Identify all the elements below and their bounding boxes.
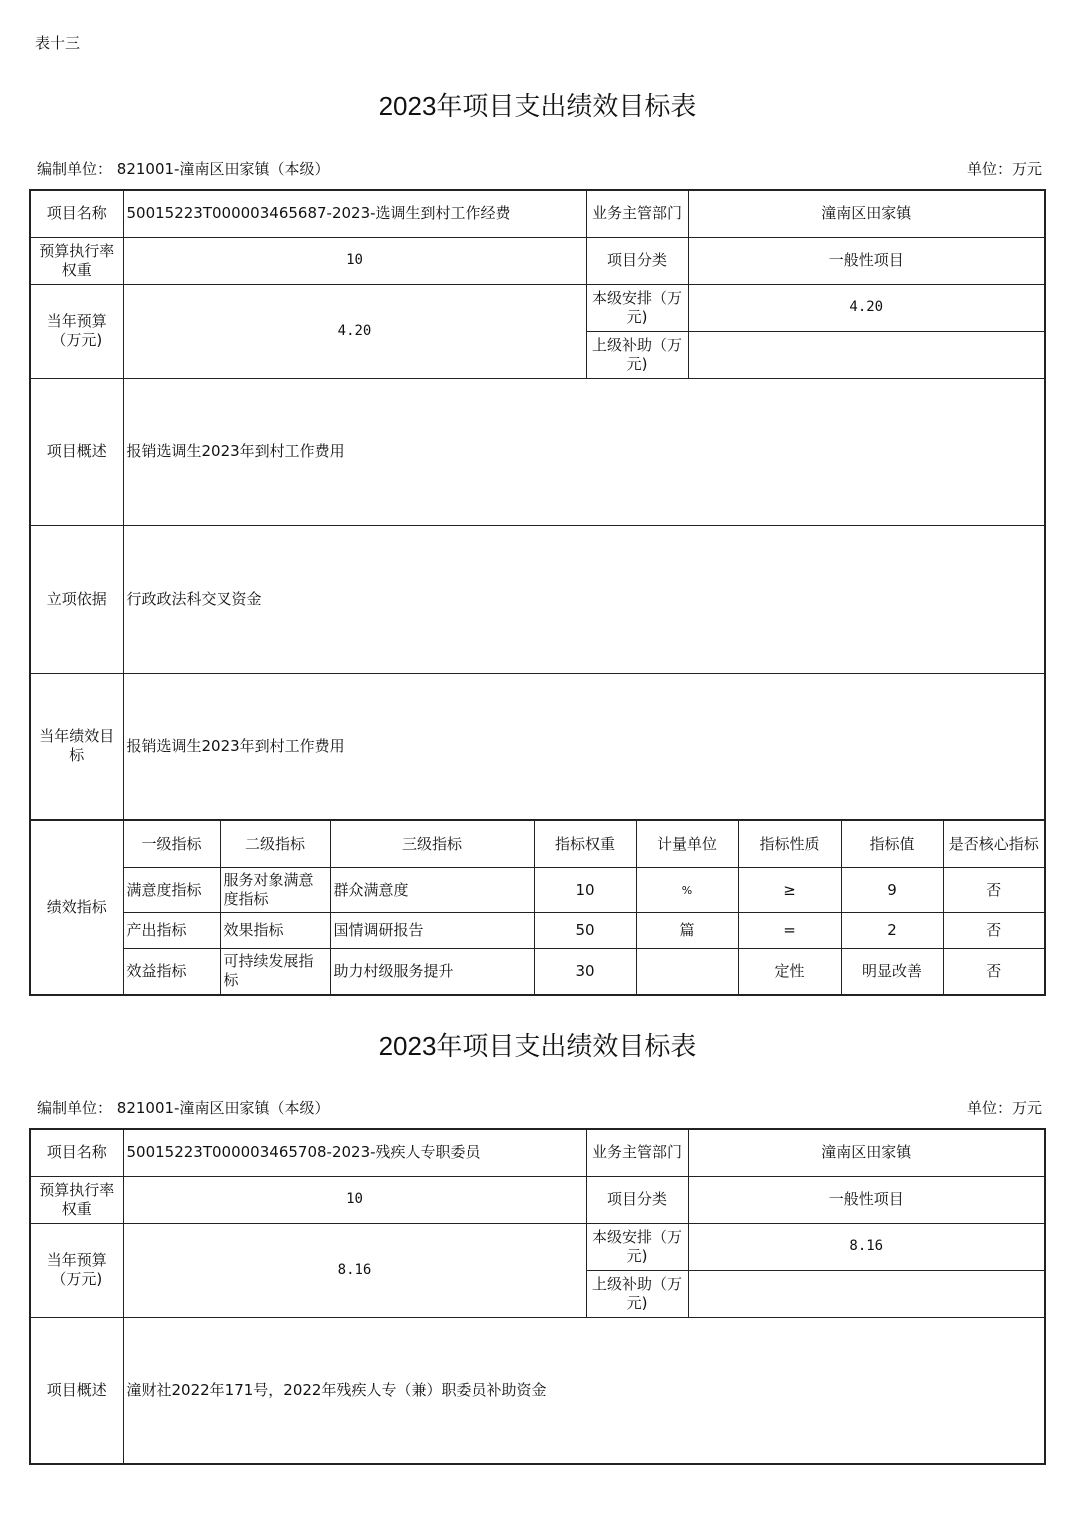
basis: 行政政法科交叉资金 xyxy=(123,525,1045,673)
table-title: 2023年项目支出绩效目标表 xyxy=(378,1031,697,1061)
dept: 潼南区田家镇 xyxy=(688,1129,1045,1176)
cell: 可持续发展指标 xyxy=(220,949,330,995)
table-row xyxy=(30,868,1045,913)
org-label: 编制单位： xyxy=(37,160,113,178)
header-cell: 二级指标 xyxy=(220,821,330,868)
project-table xyxy=(29,189,1046,821)
summary: 潼财社2022年171号，2022年残疾人专（兼）职委员补助资金 xyxy=(123,1317,1045,1464)
cell: 篇 xyxy=(636,913,738,949)
goal: 报销选调生2023年到村工作费用 xyxy=(123,673,1045,820)
cell: 10 xyxy=(534,868,636,913)
self-funding: 8.16 xyxy=(688,1223,1045,1270)
meta-row xyxy=(37,1097,1042,1118)
header-cell: 一级指标 xyxy=(123,821,220,868)
cell: 2 xyxy=(841,913,943,949)
label-self: 本级安排（万元) xyxy=(586,284,688,331)
cell: 定性 xyxy=(738,949,841,995)
header-cell: 指标值 xyxy=(841,821,943,868)
budget: 8.16 xyxy=(123,1223,586,1317)
cell: 否 xyxy=(943,868,1045,913)
cell: ≥ xyxy=(738,868,841,913)
cell: 效果指标 xyxy=(220,913,330,949)
cell: 产出指标 xyxy=(123,913,220,949)
upper-funding xyxy=(688,331,1045,378)
header-cell: 指标权重 xyxy=(534,821,636,868)
header-cell: 三级指标 xyxy=(330,821,534,868)
cell xyxy=(636,949,738,995)
header-cell: 指标性质 xyxy=(738,821,841,868)
label-goal: 当年绩效目标 xyxy=(30,673,123,820)
weight: 10 xyxy=(123,237,586,284)
label-upper: 上级补助（万元) xyxy=(586,331,688,378)
page-tag: 表十三 xyxy=(35,34,81,52)
budget: 4.20 xyxy=(123,284,586,378)
org-value: 821001-潼南区田家镇（本级） xyxy=(116,160,330,178)
weight: 10 xyxy=(123,1176,586,1223)
cell: 群众满意度 xyxy=(330,868,534,913)
table-row xyxy=(30,913,1045,949)
label-budget: 当年预算（万元) xyxy=(30,1223,123,1317)
cell: 服务对象满意度指标 xyxy=(220,868,330,913)
cell: 助力村级服务提升 xyxy=(330,949,534,995)
cell: 50 xyxy=(534,913,636,949)
label-category: 项目分类 xyxy=(586,1176,688,1223)
unit-label: 单位：万元 xyxy=(966,1099,1042,1117)
label-self: 本级安排（万元) xyxy=(586,1223,688,1270)
label-weight: 预算执行率权重 xyxy=(30,237,123,284)
project-table xyxy=(29,1128,1046,1465)
label-summary: 项目概述 xyxy=(30,1317,123,1464)
cell: 30 xyxy=(534,949,636,995)
cell: 明显改善 xyxy=(841,949,943,995)
label-project-name: 项目名称 xyxy=(30,190,123,237)
cell: 满意度指标 xyxy=(123,868,220,913)
project-name: 50015223T000003465687-2023-选调生到村工作经费 xyxy=(123,190,586,237)
label-upper: 上级补助（万元) xyxy=(586,1270,688,1317)
label-weight: 预算执行率权重 xyxy=(30,1176,123,1223)
label-dept: 业务主管部门 xyxy=(586,190,688,237)
label-summary: 项目概述 xyxy=(30,378,123,525)
category: 一般性项目 xyxy=(688,1176,1045,1223)
cell: = xyxy=(738,913,841,949)
summary: 报销选调生2023年到村工作费用 xyxy=(123,378,1045,525)
self-funding: 4.20 xyxy=(688,284,1045,331)
label-indicators: 绩效指标 xyxy=(30,821,123,995)
label-dept: 业务主管部门 xyxy=(586,1129,688,1176)
dept: 潼南区田家镇 xyxy=(688,190,1045,237)
label-category: 项目分类 xyxy=(586,237,688,284)
project-name: 50015223T000003465708-2023-残疾人专职委员 xyxy=(123,1129,586,1176)
cell: 国情调研报告 xyxy=(330,913,534,949)
meta-row xyxy=(37,158,1042,179)
cell: 效益指标 xyxy=(123,949,220,995)
cell: 否 xyxy=(943,913,1045,949)
upper-funding xyxy=(688,1270,1045,1317)
unit-label: 单位：万元 xyxy=(966,160,1042,178)
category: 一般性项目 xyxy=(688,237,1045,284)
cell: 否 xyxy=(943,949,1045,995)
header-cell: 计量单位 xyxy=(636,821,738,868)
org-value: 821001-潼南区田家镇（本级） xyxy=(116,1099,330,1117)
table-row xyxy=(30,949,1045,995)
header-cell: 是否核心指标 xyxy=(943,821,1045,868)
label-budget: 当年预算（万元) xyxy=(30,284,123,378)
cell: 9 xyxy=(841,868,943,913)
org-label: 编制单位： xyxy=(37,1099,113,1117)
label-basis: 立项依据 xyxy=(30,525,123,673)
cell: % xyxy=(636,868,738,913)
indicator-table xyxy=(29,820,1046,996)
table-title: 2023年项目支出绩效目标表 xyxy=(378,91,697,121)
label-project-name: 项目名称 xyxy=(30,1129,123,1176)
